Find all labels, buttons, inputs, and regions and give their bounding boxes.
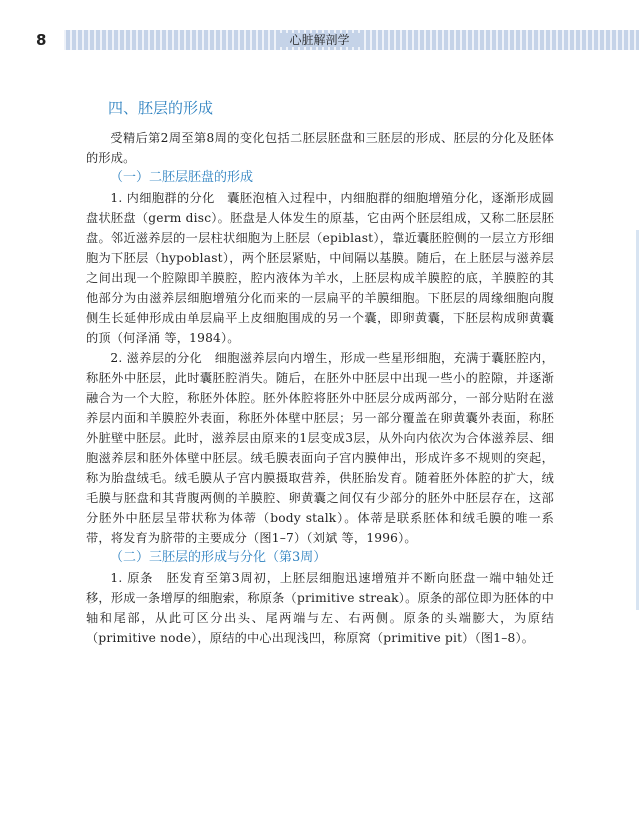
page-header bbox=[0, 30, 639, 50]
paragraph-3: 1. 原条 胚发育至第3周初，上胚层细胞迅速增殖并不断向胚盘一端中轴处迁移，形成一条增厚的细胞索，称原条（primitive streak）。原条的部位即为胚体的中轴和尾部，从此可区分出头、尾两端与左、右两侧。原条的头端膨大，为原结（primitive node），原结的中心出现浅凹，称原窝（primitive pit）（图1–8）。 bbox=[86, 571, 554, 645]
section-title: 四、胚层的形成 bbox=[108, 99, 214, 117]
paragraph-1: 1. 内细胞群的分化 囊胚泡植入过程中，内细胞群的细胞增殖分化，逐渐形成圆盘状胚盘（germ disc）。胚盘是人体发生的原基，它由两个胚层组成，又称二胚层胚盘。邻近滋养层的一层柱状细胞为上胚层（epiblast），靠近囊胚腔侧的一层立方形细胞为下胚层（hypoblast），两个胚层紧贴，中间隔以基膜。随后，在上胚层与滋养层之间出现一个腔隙即羊膜腔，腔内液体为羊水，上胚层构成羊膜腔的底，羊膜腔的其他部分为由滋养层细胞增殖分化而来的一层扁平的羊膜细胞。下胚层的周缘细胞向腹侧生长延伸形成由单层扁平上皮细胞围成的另一个囊，即卵黄囊，下胚层构成卵黄囊的顶（何泽涌 等，1984）。 bbox=[86, 191, 554, 345]
book-title: 心脏解剖学 bbox=[279, 33, 359, 47]
page-body bbox=[86, 98, 554, 648]
subsection-title-2: （二）三胚层的形成与分化（第3周） bbox=[110, 550, 327, 565]
running-head-title bbox=[0, 30, 639, 50]
paragraph-2: 2. 滋养层的分化 细胞滋养层向内增生，形成一些星形细胞，充满于囊胚腔内，称胚外中胚层，此时囊胚腔消失。随后，在胚外中胚层中出现一些小的腔隙，并逐渐融合为一个大腔，称胚外体腔。胚外体腔将胚外中胚层分成两部分，一部分贴附在滋养层内面和羊膜腔外表面，称胚外体壁中胚层；另一部分覆盖在卵黄囊外表面，称胚外脏壁中胚层。此时，滋养层由原来的1层变成3层，从外向内依次为合体滋养层、细胞滋养层和胚外体壁中胚层。绒毛膜表面向子宫内膜伸出，形成许多不规则的突起，称为胎盘绒毛。绒毛膜从子宫内膜摄取营养，供胚胎发育。随着胚外体腔的扩大，绒毛膜与胚盘和其背腹两侧的羊膜腔、卵黄囊之间仅有少部分的胚外中胚层存在，这部分胚外中胚层呈带状称为体蒂（body stalk）。体蒂是联系胚体和绒毛膜的唯一系带，将发育为脐带的主要成分（图1–7）（刘斌 等，1996）。 bbox=[86, 351, 554, 545]
section-intro: 受精后第2周至第8周的变化包括二胚层胚盘和三胚层的形成、胚层的分化及胚体的形成。 bbox=[86, 131, 554, 165]
subsection-title-1: （一）二胚层胚盘的形成 bbox=[110, 170, 254, 185]
page-number: 8 bbox=[0, 30, 64, 50]
